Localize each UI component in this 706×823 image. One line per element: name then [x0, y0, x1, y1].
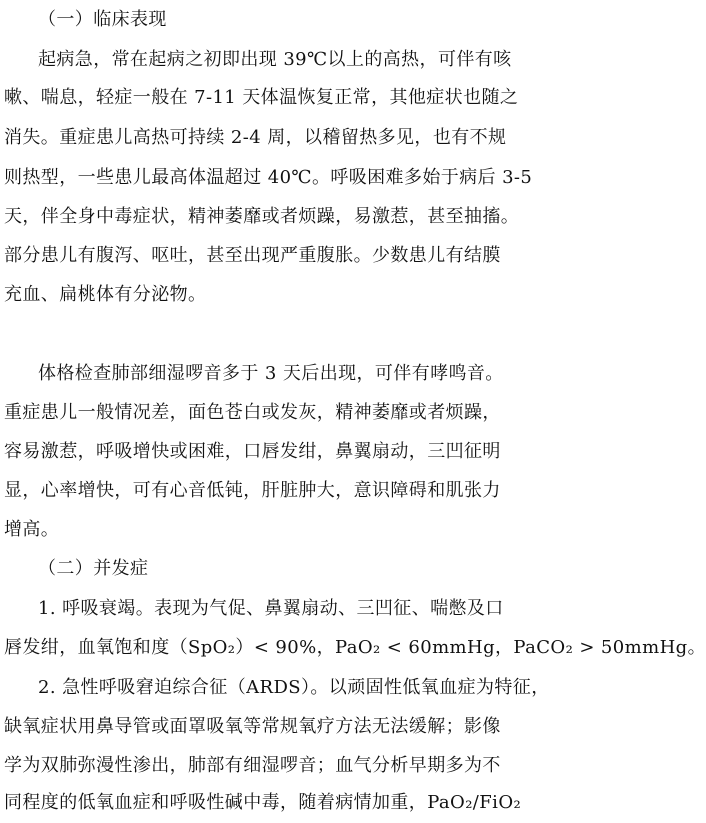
paragraph-line: 增高。: [4, 519, 60, 540]
paragraph-line: 显，心率增快，可有心音低钝，肝脏肿大，意识障碍和肌张力: [4, 480, 501, 501]
paragraph-line: 重症患儿一般情况差，面色苍白或发灰，精神萎靡或者烦躁，: [4, 402, 501, 423]
paragraph-line: 天，伴全身中毒症状，精神萎靡或者烦躁，易激惹，甚至抽搐。: [4, 206, 520, 227]
section-heading-complications: （二）并发症: [38, 558, 149, 579]
list-item-line: 同程度的低氧血症和呼吸性碱中毒，随着病情加重，PaO₂/FiO₂: [4, 792, 522, 813]
paragraph-line: 消失。重症患儿高热可持续 2-4 周，以稽留热多见，也有不规: [4, 127, 507, 148]
paragraph-line: 部分患儿有腹泻、呕吐，甚至出现严重腹胀。少数患儿有结膜: [4, 245, 501, 266]
paragraph-line: 起病急，常在起病之初即出现 39℃以上的高热，可伴有咳: [38, 49, 512, 70]
list-item-line: 1. 呼吸衰竭。表现为气促、鼻翼扇动、三凹征、喘憋及口: [38, 598, 504, 619]
paragraph-line: 容易激惹，呼吸增快或困难，口唇发绀，鼻翼扇动，三凹征明: [4, 441, 501, 462]
section-heading-clinical-manifestations: （一）临床表现: [38, 9, 167, 30]
paragraph-line: 则热型，一些患儿最高体温超过 40℃。呼吸困难多始于病后 3-5: [4, 167, 533, 188]
paragraph-line: 体格检查肺部细湿啰音多于 3 天后出现，可伴有哮鸣音。: [38, 363, 504, 384]
list-item-line: 唇发绀，血氧饱和度（SpO₂）< 90%，PaO₂ < 60mmHg，PaCO₂ > 50mmHg。: [4, 637, 706, 658]
paragraph-line: 充血、扁桃体有分泌物。: [4, 284, 207, 305]
list-item-line: 缺氧症状用鼻导管或面罩吸氧等常规氧疗方法无法缓解；影像: [4, 716, 501, 737]
list-item-line: 2. 急性呼吸窘迫综合征（ARDS）。以顽固性低氧血症为特征，: [38, 677, 550, 698]
list-item-line: 学为双肺弥漫性渗出，肺部有细湿啰音；血气分析早期多为不: [4, 755, 501, 776]
paragraph-line: 嗽、喘息，轻症一般在 7-11 天体温恢复正常，其他症状也随之: [4, 87, 519, 108]
